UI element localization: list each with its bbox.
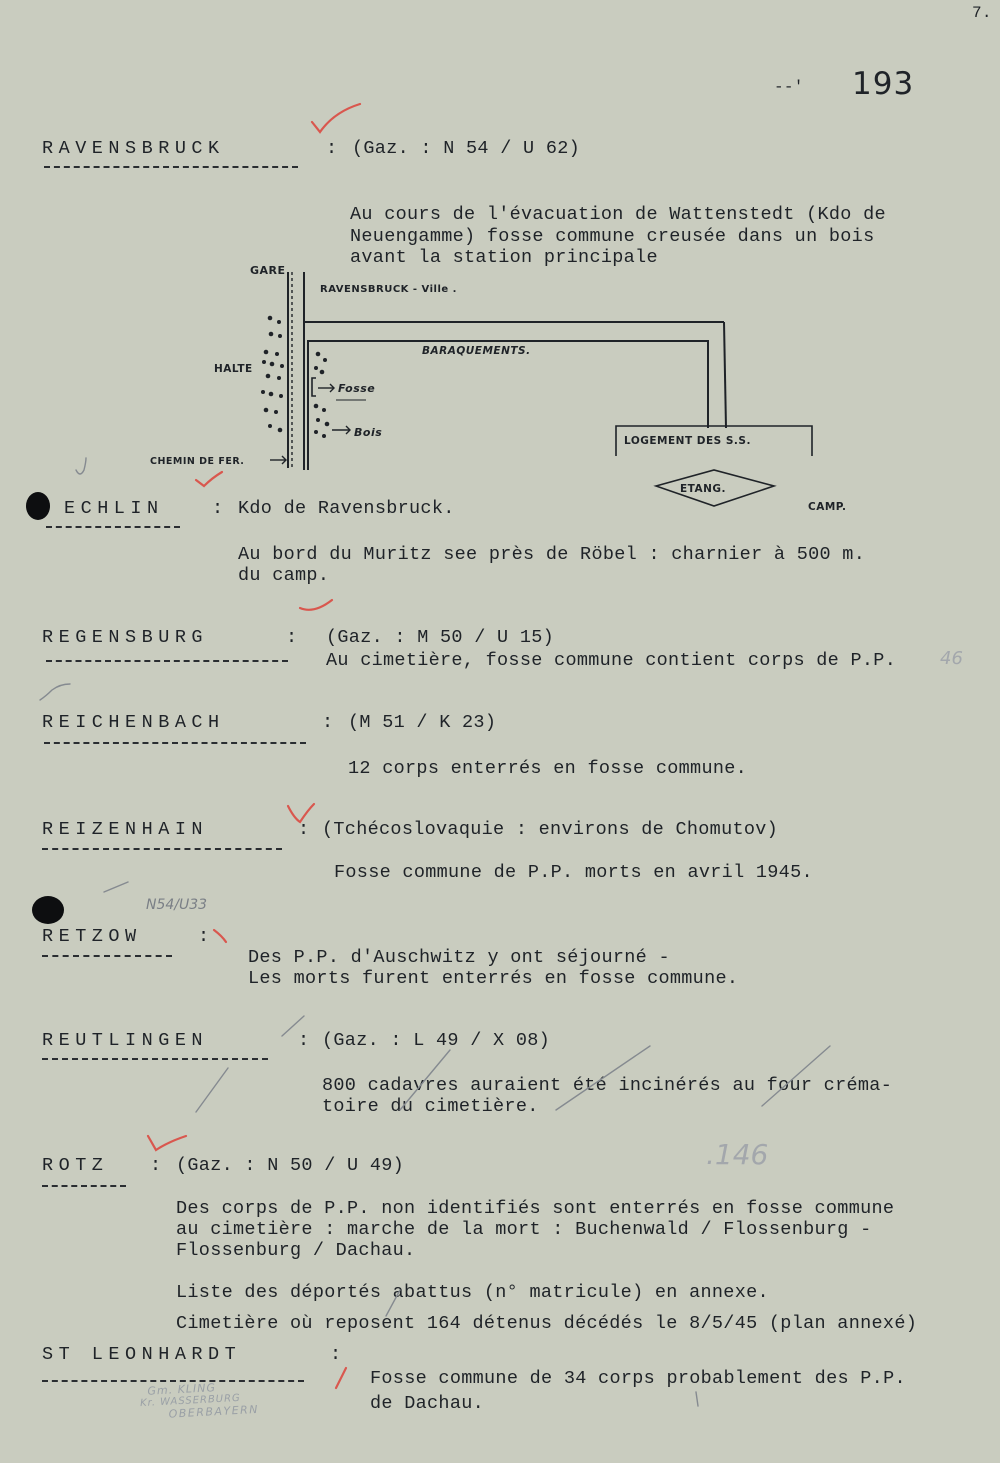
entry-text-reizenhain-1: Fosse commune de P.P. morts en avril 1945. <box>334 862 813 883</box>
entry-sep-regensburg: : <box>286 627 298 648</box>
entry-text-rotz-5: Cimetière où reposent 164 détenus décédés le 8/5/45 (plan annexé) <box>176 1313 918 1334</box>
entry-sep-st-leonhardt: : <box>330 1344 342 1365</box>
entry-sep-reutlingen: : <box>298 1030 310 1051</box>
entry-title-echlin: ECHLIN <box>64 498 164 519</box>
entry-ref-regensburg: (Gaz. : M 50 / U 15) <box>326 627 555 648</box>
entry-sep-retzow: : <box>198 926 210 947</box>
pencil-note-retzow: N54/U33 <box>146 897 208 913</box>
entry-text-rotz-1: Des corps de P.P. non identifiés sont enterrés en fosse commune <box>176 1198 895 1219</box>
pencil-slash-reutlingen-3 <box>556 1046 650 1110</box>
entry-sep-echlin: : <box>212 498 224 519</box>
entry-ref-ravensbruck: (Gaz. : N 54 / U 62) <box>352 138 581 159</box>
pencil-slash-rotz <box>386 1290 400 1316</box>
entry-text-rotz-4: Liste des déportés abattus (n° matricule) en annexe. <box>176 1282 769 1303</box>
entry-title-st-leonhardt: ST LEONHARDT <box>42 1344 242 1365</box>
check-mark-reizenhain <box>288 804 314 822</box>
entry-sep-ravensbruck: : <box>326 138 338 159</box>
entry-ref-reichenbach: (M 51 / K 23) <box>348 712 497 733</box>
margin-note-regensburg: 46 <box>940 648 963 669</box>
map-label-bois: Bois <box>354 426 383 439</box>
pencil-slash-reutlingen-2 <box>400 1050 450 1110</box>
entry-title-rotz: ROTZ <box>42 1155 109 1176</box>
entry-text-reutlingen-1: 800 cadavres auraient été incinérés au four créma- <box>322 1075 893 1096</box>
entry-text-st-leonhardt-1: Fosse commune de 34 corps probablement des P.P. <box>370 1368 906 1389</box>
pencil-slash-reutlingen-4 <box>762 1046 830 1106</box>
stamp-line-2: Kr. WASSERBURG <box>139 1392 242 1410</box>
entry-text-echlin-2: du camp. <box>238 565 330 586</box>
entry-ref-reutlingen: (Gaz. : L 49 / X 08) <box>322 1030 551 1051</box>
stamp-line-3: OBERBAYERN <box>168 1402 260 1421</box>
pencil-check-retzow <box>104 882 128 892</box>
pencil-slash-reutlingen-1 <box>196 1068 228 1112</box>
entry-title-reichenbach: REICHENBACH <box>42 712 225 733</box>
entry-text-reutlingen-2: toire du cimetière. <box>322 1096 539 1117</box>
check-mark-regensburg <box>300 600 332 610</box>
entry-text-rotz-2: au cimetière : marche de la mort : Buchenwald / Flossenburg - <box>176 1219 872 1240</box>
entry-sep-reizenhain: : <box>298 819 310 840</box>
pencil-note-rotz: .146 <box>706 1138 769 1171</box>
entry-text-echlin-1: Au bord du Muritz see près de Röbel : charnier à 500 m. <box>238 544 866 565</box>
pencil-tick-st-leonhardt <box>696 1392 698 1406</box>
corner-mark: 7. <box>972 4 992 22</box>
entry-title-reizenhain: REIZENHAIN <box>42 819 209 840</box>
entry-ref-reizenhain: (Tchécoslovaquie : environs de Chomutov) <box>322 819 779 840</box>
entry-title-retzow: RETZOW <box>42 926 142 947</box>
entry-text-ravensbruck-1: Au cours de l'évacuation de Wattenstedt (Kdo de <box>350 204 886 225</box>
check-mark-ravensbruck <box>312 104 360 132</box>
entry-text-retzow-1: Des P.P. d'Auschwitz y ont séjourné - <box>248 947 670 968</box>
entry-text-st-leonhardt-2: de Dachau. <box>370 1393 485 1414</box>
entry-title-regensburg: REGENSBURG <box>42 627 209 648</box>
map-label-etang: ETANG. <box>680 483 727 495</box>
map-label-ville: RAVENSBRUCK - Ville . <box>320 284 457 295</box>
entry-text-retzow-2: Les morts furent enterrés en fosse commune. <box>248 968 739 989</box>
pencil-check-reichenbach <box>40 684 70 700</box>
page-number: 193 <box>852 66 915 102</box>
entry-title-reutlingen: REUTLINGEN <box>42 1030 209 1051</box>
check-mark-retzow <box>214 930 226 942</box>
map-label-camp: CAMP. <box>808 501 847 513</box>
map-label-logement: LOGEMENT DES S.S. <box>624 435 751 447</box>
entry-sep-rotz: : <box>150 1155 162 1176</box>
map-label-gare: GARE <box>250 264 286 277</box>
entry-text-regensburg-1: Au cimetière, fosse commune contient corps de P.P. <box>326 650 897 671</box>
map-label-baraquements: BARAQUEMENTS. <box>422 345 531 357</box>
entry-ref-rotz: (Gaz. : N 50 / U 49) <box>176 1155 405 1176</box>
check-mark-st-leonhardt <box>336 1368 346 1388</box>
pencil-check-echlin <box>76 458 86 474</box>
entry-title-ravensbruck: RAVENSBRUCK <box>42 138 225 159</box>
entry-text-reichenbach-1: 12 corps enterrés en fosse commune. <box>348 758 748 779</box>
pencil-check-reutlingen <box>282 1016 304 1036</box>
entry-text-rotz-3: Flossenburg / Dachau. <box>176 1240 416 1261</box>
entry-sep-reichenbach: : <box>322 712 334 733</box>
check-mark-echlin <box>196 472 222 486</box>
entry-text-ravensbruck-3: avant la station principale <box>350 247 658 268</box>
page-number-prefix: --' <box>774 78 804 96</box>
map-label-fosse: Fosse <box>338 382 376 395</box>
entry-ref-echlin: Kdo de Ravensbruck. <box>238 498 455 519</box>
entry-text-ravensbruck-2: Neuengamme) fosse commune creusée dans un bois <box>350 226 875 247</box>
check-mark-rotz <box>148 1136 186 1150</box>
map-label-halte: HALTE <box>214 363 253 375</box>
stamp-line-1: Gm. KLING <box>147 1381 217 1398</box>
map-label-chemin: CHEMIN DE FER. <box>150 456 245 467</box>
